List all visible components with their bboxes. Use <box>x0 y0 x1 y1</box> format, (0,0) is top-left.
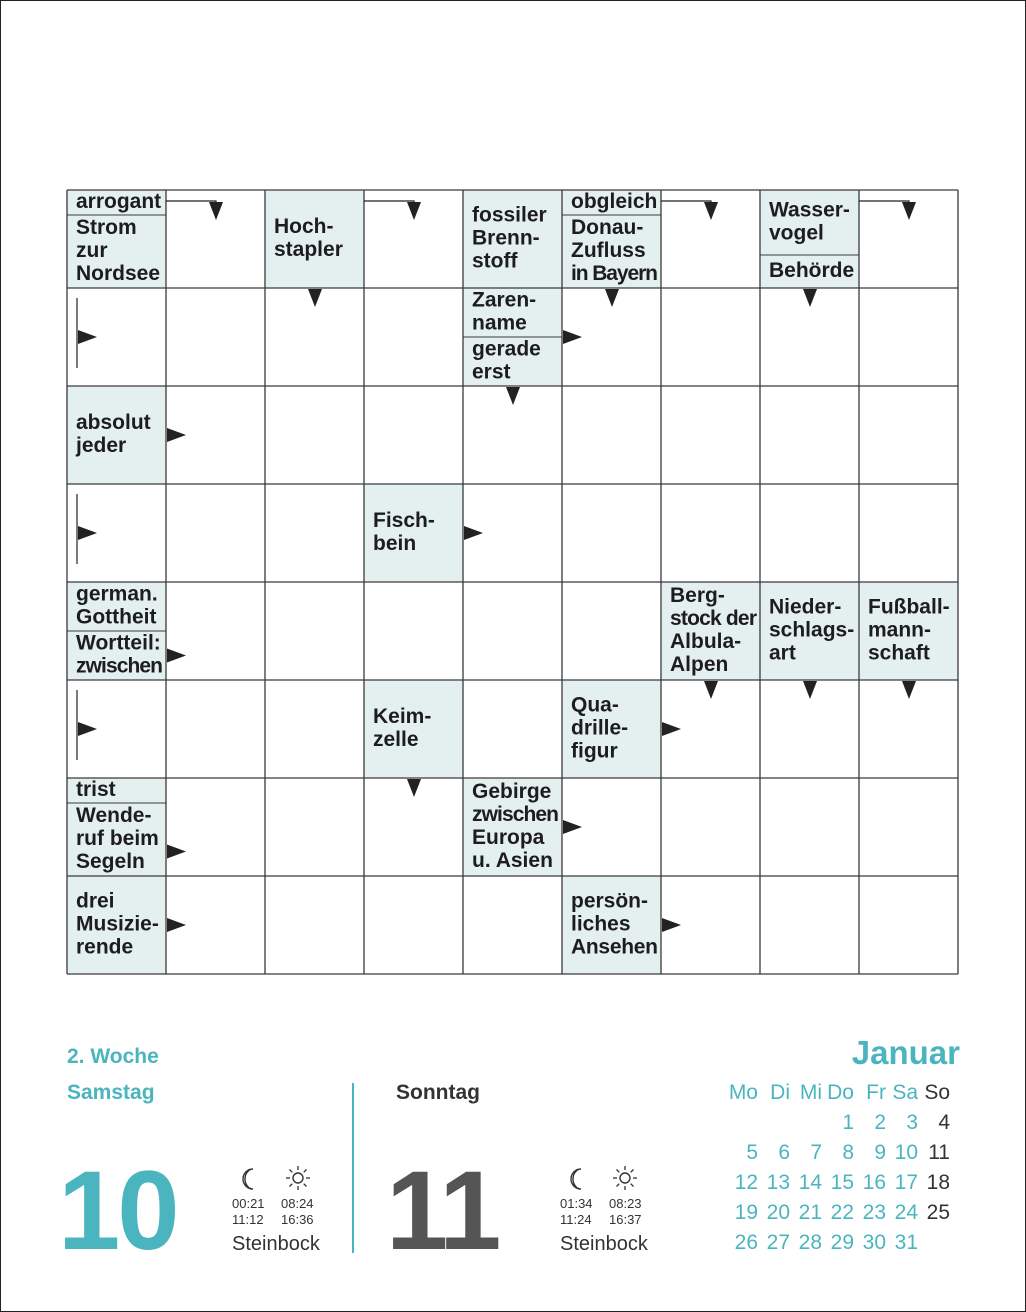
clue-text: Zaren- <box>472 288 537 312</box>
clue-text: erst <box>472 360 511 384</box>
saturday-day-number: 10 <box>58 1148 177 1273</box>
clue-text: figur <box>571 739 618 763</box>
clue-text: Nordsee <box>76 262 161 285</box>
clue-text: Behörde <box>769 259 855 282</box>
calendar-day: 12 <box>734 1171 758 1194</box>
clue-text: schaft <box>868 641 930 665</box>
clue-text: Zufluss <box>571 239 646 262</box>
calendar-day: 23 <box>862 1201 886 1224</box>
clue-text: name <box>472 311 527 335</box>
arrow-right-icon <box>167 649 186 663</box>
clue-text: drille- <box>571 716 629 740</box>
sunday-moon-times <box>560 1196 593 1228</box>
arrow-down-icon <box>704 681 718 699</box>
calendar-day: 3 <box>906 1111 918 1134</box>
arrow-down-icon <box>209 202 223 220</box>
saturday-sun-times <box>281 1196 314 1228</box>
clue-text: Ansehen <box>571 935 658 959</box>
sun-icon <box>285 1165 311 1191</box>
weekday-label: So <box>924 1081 950 1104</box>
clue-text: Qua- <box>571 693 619 717</box>
calendar-day: 31 <box>894 1231 918 1254</box>
calendar-day: 10 <box>894 1141 918 1164</box>
moonset-time: 11:24 <box>560 1212 592 1227</box>
mini-calendar <box>726 1078 966 1258</box>
arrow-right-icon <box>464 526 483 540</box>
sun-icon <box>612 1165 638 1191</box>
clue-text: Strom <box>76 216 137 239</box>
arrow-right-icon <box>662 918 681 932</box>
saturday-label: Samstag <box>67 1081 155 1104</box>
arrow-right-icon <box>167 428 186 442</box>
clue-text: persön- <box>571 889 649 913</box>
calendar-week <box>726 1198 966 1228</box>
clue-text: gerade <box>472 337 541 361</box>
arrow-down-icon <box>605 289 619 307</box>
moonrise-time: 01:34 <box>560 1196 593 1211</box>
clue-text: Fußball- <box>868 595 950 619</box>
clue-text: liches <box>571 912 631 936</box>
clue-text: zwischen <box>76 654 163 678</box>
clue-text: zur <box>76 239 108 262</box>
clue-text: Albula- <box>670 630 742 653</box>
arrow-down-icon <box>902 681 916 699</box>
arrow-stem <box>859 201 909 204</box>
calendar-day: 6 <box>778 1141 790 1164</box>
calendar-week <box>726 1168 966 1198</box>
calendar-day: 21 <box>798 1201 822 1224</box>
clue-text: zwischen <box>472 803 559 826</box>
calendar-day: 26 <box>734 1231 758 1254</box>
arrow-right-icon <box>563 820 582 834</box>
arrow-down-icon <box>902 202 916 220</box>
calendar-day: 1 <box>842 1111 854 1134</box>
arrow-down-icon <box>704 202 718 220</box>
arrow-right-icon <box>78 526 97 540</box>
weekday-label: Do <box>827 1081 854 1104</box>
clue-text: Berg- <box>670 584 725 607</box>
moon-icon <box>237 1166 263 1192</box>
arrow-stem <box>661 201 711 204</box>
calendar-day: 24 <box>894 1201 918 1224</box>
clue-text: Donau- <box>571 216 644 239</box>
clue-text: bein <box>373 532 417 555</box>
sunday-day-number: 11 <box>386 1148 499 1273</box>
clue-text: Segeln <box>76 850 145 873</box>
clue-text: Europa <box>472 826 545 849</box>
calendar-day: 22 <box>830 1201 854 1224</box>
calendar-day: 5 <box>746 1141 758 1164</box>
clue-text: Wortteil: <box>76 631 161 655</box>
clue-text: drei <box>76 889 115 913</box>
calendar-day: 16 <box>862 1171 886 1194</box>
weekday-header <box>726 1078 966 1108</box>
weekday-label: Fr <box>866 1081 886 1104</box>
clue-text: Gottheit <box>76 605 157 629</box>
saturday-zodiac: Steinbock <box>232 1233 320 1255</box>
sunset-time: 16:36 <box>281 1212 314 1227</box>
calendar-day: 18 <box>926 1171 950 1194</box>
clue-text: in Bayern <box>571 262 658 285</box>
calendar-day: 2 <box>874 1111 886 1134</box>
sunrise-time: 08:23 <box>609 1196 642 1211</box>
calendar-day: 29 <box>830 1231 854 1254</box>
arrow-right-icon <box>167 845 186 859</box>
clue-text: art <box>769 641 796 665</box>
saturday-moon-times <box>232 1196 265 1228</box>
calendar-day: 9 <box>874 1141 886 1164</box>
weekday-label: Mo <box>728 1081 758 1104</box>
calendar-day: 20 <box>766 1201 790 1224</box>
clue-text: Wasser- <box>769 198 850 222</box>
calendar-day: 15 <box>830 1171 854 1194</box>
clue-text: rende <box>76 935 134 959</box>
week-label: 2. Woche <box>67 1045 159 1068</box>
clue-text: Fisch- <box>373 509 435 532</box>
clue-text: obgleich <box>571 190 658 213</box>
calendar-day: 14 <box>798 1171 822 1194</box>
clue-text: absolut <box>76 411 151 434</box>
arrow-right-icon <box>78 722 97 736</box>
moonset-time: 11:12 <box>232 1212 264 1227</box>
clue-text: arrogant <box>76 190 162 213</box>
moonrise-time: 00:21 <box>232 1196 265 1211</box>
arrow-right-icon <box>662 722 681 736</box>
clue-text: vogel <box>769 221 824 245</box>
clue-text: Wende- <box>76 804 152 827</box>
arrow-right-icon <box>78 330 97 344</box>
sunrise-time: 08:24 <box>281 1196 314 1211</box>
arrow-down-icon <box>506 387 520 405</box>
clue-text: Nieder- <box>769 595 842 619</box>
clue-text: fossiler <box>472 203 547 227</box>
weekday-label: Sa <box>892 1081 918 1104</box>
day-divider <box>352 1083 354 1253</box>
calendar-day: 13 <box>766 1171 790 1194</box>
calendar-day: 30 <box>862 1231 886 1254</box>
clue-text: stapler <box>274 238 343 261</box>
arrow-down-icon <box>803 289 817 307</box>
calendar-day: 8 <box>842 1141 854 1164</box>
clue-text: Alpen <box>670 653 729 676</box>
calendar-week <box>726 1228 966 1258</box>
clue-text: Hoch- <box>274 215 334 238</box>
arrow-right-icon <box>167 918 186 932</box>
calendar-week <box>726 1108 966 1138</box>
calendar-day: 19 <box>734 1201 758 1224</box>
arrow-right-icon <box>563 330 582 344</box>
clue-text: u. Asien <box>472 849 553 872</box>
arrow-stem <box>166 201 216 204</box>
calendar-week <box>726 1138 966 1168</box>
clue-text: ruf beim <box>76 827 159 850</box>
clue-text: Gebirge <box>472 780 552 803</box>
calendar-day: 28 <box>798 1231 822 1254</box>
clue-text: schlags- <box>769 618 855 642</box>
calendar-day: 7 <box>810 1141 822 1164</box>
month-title: Januar <box>851 1034 960 1071</box>
calendar-day: 27 <box>766 1231 790 1254</box>
clue-text: Keim- <box>373 705 432 728</box>
clue-text: zelle <box>373 728 419 751</box>
arrow-down-icon <box>308 289 322 307</box>
clue-text: stoff <box>472 249 518 273</box>
calendar-day: 25 <box>926 1201 950 1224</box>
clue-text: german. <box>76 582 158 606</box>
weekday-label: Di <box>770 1081 790 1104</box>
arrow-stem <box>364 201 414 204</box>
clue-text: jeder <box>76 434 127 457</box>
sunset-time: 16:37 <box>609 1212 642 1227</box>
sunday-sun-times <box>609 1196 642 1228</box>
arrow-down-icon <box>407 779 421 797</box>
weekday-label: Mi <box>799 1081 822 1104</box>
calendar-day: 11 <box>928 1141 950 1164</box>
calendar-day: 17 <box>894 1171 918 1194</box>
arrow-down-icon <box>803 681 817 699</box>
calendar-day: 4 <box>938 1111 950 1134</box>
moon-icon <box>565 1166 591 1192</box>
clue-text: Brenn- <box>472 226 540 250</box>
clue-text: Musizie- <box>76 912 159 936</box>
clue-text: mann- <box>868 618 931 642</box>
sunday-zodiac: Steinbock <box>560 1233 648 1255</box>
sunday-label: Sonntag <box>396 1081 480 1104</box>
clue-text: stock der <box>670 607 757 630</box>
arrow-down-icon <box>407 202 421 220</box>
clue-text: trist <box>76 778 116 801</box>
